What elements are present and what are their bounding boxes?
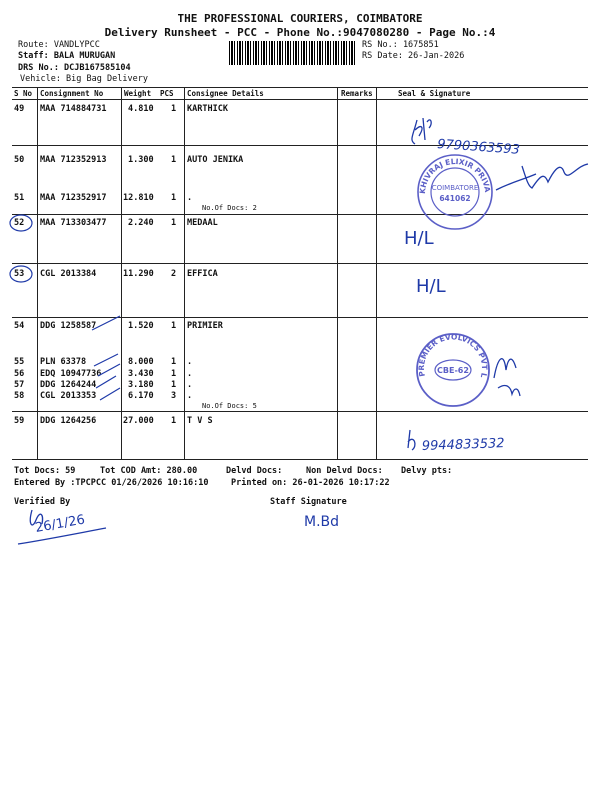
col-consignment: Consignment No: [40, 89, 104, 98]
handwritten-date: 26/1/26: [34, 512, 87, 536]
svg-text:H/L: H/L: [404, 228, 434, 249]
verified-signature: [14, 500, 124, 550]
entered-by: Entered By :TPCPCC 01/26/2026 10:16:10: [14, 478, 209, 488]
verified-by: Verified By: [14, 497, 71, 507]
svg-text:M.Bd: M.Bd: [304, 514, 340, 530]
svg-text:COIMBATORE: COIMBATORE: [431, 184, 479, 192]
rs-number: RS No.: 1675851: [362, 40, 439, 50]
check-strokes: [90, 312, 140, 412]
header-bottom-rule: [12, 99, 588, 100]
col-seal-signature: Seal & Signature: [398, 89, 471, 98]
svg-text:H/L: H/L: [416, 276, 446, 297]
svg-text:CBE-62: CBE-62: [437, 366, 469, 375]
svg-text:KHIVRAJ ELIXIR PRIVATE LIMITED: KHIVRAJ ELIXIR PRIVATE LIMITED: [411, 145, 492, 195]
signature-row-59: [400, 420, 590, 460]
drs-number: DRS No.: DCJB167585104: [18, 63, 131, 73]
signature-row-55: [488, 348, 528, 408]
total-cod: Tot COD Amt: 280.00: [100, 466, 198, 476]
non-delivered-docs: Non Delvd Docs:: [306, 466, 383, 476]
col-remarks: Remarks: [341, 89, 373, 98]
docs-note-2: No.Of Docs: 5: [202, 402, 257, 410]
route: Route: VANDLYPCC: [18, 40, 100, 50]
col-weight: Weight: [124, 89, 152, 98]
svg-text:PREMIER EVOLVICS PVT LTD: PREMIER EVOLVICS PVT LTD: [409, 323, 490, 378]
table-top-rule: [12, 87, 588, 88]
company-seal-stamp-2: [409, 323, 493, 410]
col-pcs: PCS: [160, 89, 174, 98]
handwritten-hl-row-53: [412, 270, 472, 300]
total-docs: Tot Docs: 59: [14, 466, 76, 476]
handwritten-phone-1: 9790363593: [436, 137, 521, 158]
rs-date: RS Date: 26-Jan-2026: [362, 51, 465, 61]
barcode: [229, 41, 357, 65]
vehicle: Vehicle: Big Bag Delivery: [20, 74, 148, 84]
handwritten-hl-row-52: [400, 222, 460, 252]
staff-signature-label: Staff Signature: [270, 497, 347, 507]
staff-signature: [300, 508, 360, 532]
docs-note-1: No.Of Docs: 2: [202, 204, 257, 212]
printed-on: Printed on: 26-01-2026 10:17:22: [231, 478, 390, 488]
company-seal-stamp-1: [411, 145, 495, 232]
col-consignee: Consignee Details: [187, 89, 264, 98]
circle-mark-row-53: [8, 263, 36, 285]
col-sno: S No: [14, 89, 33, 98]
delivery-points: Delvy pts:: [401, 466, 453, 476]
staff: Staff: BALA MURUGAN: [18, 51, 116, 61]
document-title: Delivery Runsheet - PCC - Phone No.:9047080280 - Page No.:4: [104, 26, 496, 39]
svg-text:641062: 641062: [439, 194, 471, 203]
circle-mark-row-52: [8, 212, 36, 234]
delivered-docs: Delvd Docs:: [226, 466, 283, 476]
signature-row-50: [492, 152, 592, 202]
handwritten-phone-2: 9944833532: [421, 436, 505, 454]
company-name: THE PROFESSIONAL COURIERS, COIMBATORE: [177, 12, 423, 25]
